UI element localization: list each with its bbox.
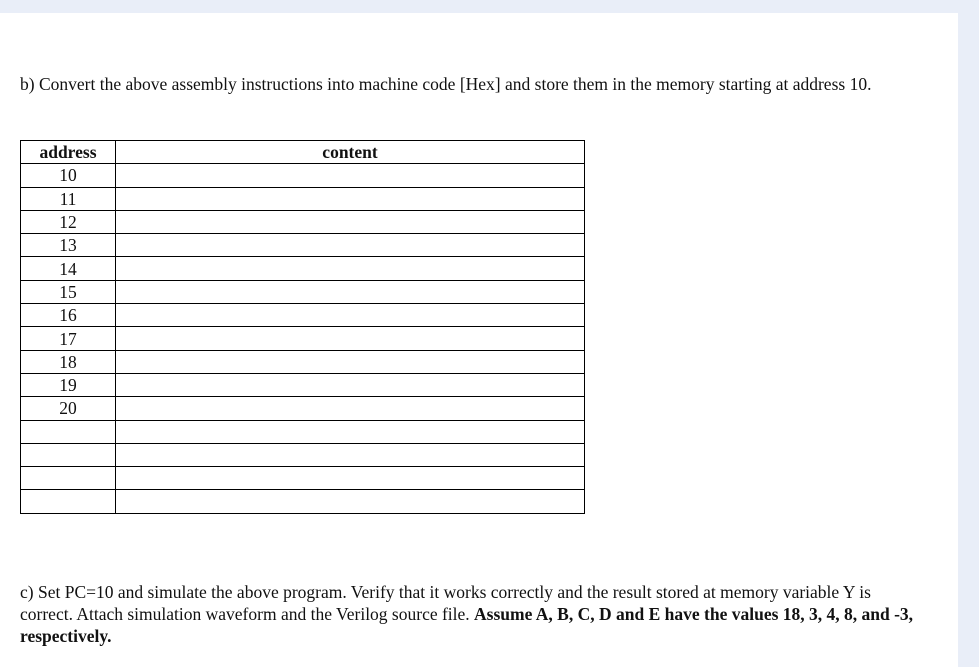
content-cell[interactable]: [116, 280, 585, 303]
part-c-bold-text: Assume A, B, C, D and E have the values 18, 3, 4, 8, and -3, respectively.: [20, 604, 914, 646]
content-cell[interactable]: [116, 187, 585, 210]
address-cell: [21, 420, 116, 443]
part-b-instruction: b) Convert the above assembly instructions into machine code [Hex] and store them in the memory starting at address 10.: [20, 74, 872, 94]
address-cell: 11: [21, 187, 116, 210]
table-row: [21, 304, 585, 327]
content-cell[interactable]: [116, 397, 585, 420]
table-row: [21, 420, 585, 443]
table-row: [21, 467, 585, 490]
content-cell[interactable]: [116, 304, 585, 327]
document-page: [0, 13, 958, 667]
content-cell[interactable]: [116, 373, 585, 396]
address-cell: 12: [21, 210, 116, 233]
content-cell[interactable]: [116, 467, 585, 490]
table-row: [21, 164, 585, 187]
table-row: [21, 257, 585, 280]
content-cell[interactable]: [116, 164, 585, 187]
content-cell[interactable]: [116, 350, 585, 373]
content-cell[interactable]: [116, 490, 585, 513]
address-cell: 16: [21, 304, 116, 327]
address-cell: 19: [21, 373, 116, 396]
memory-table-body: [21, 164, 585, 513]
address-cell: 15: [21, 280, 116, 303]
address-cell: [21, 467, 116, 490]
address-column-header: address: [21, 141, 116, 164]
memory-table: [20, 140, 585, 514]
table-row: [21, 373, 585, 396]
address-cell: 20: [21, 397, 116, 420]
address-cell: 10: [21, 164, 116, 187]
table-row: [21, 280, 585, 303]
content-cell[interactable]: [116, 420, 585, 443]
part-c-instruction: [20, 581, 920, 647]
address-cell: 14: [21, 257, 116, 280]
table-row: [21, 234, 585, 257]
table-row: [21, 327, 585, 350]
table-row: [21, 210, 585, 233]
table-row: [21, 350, 585, 373]
part-c-text: c) Set PC=10 and simulate the above program. Verify that it works correctly and the result stored at memory variable Y is correct. Attach simulation waveform and the Verilog source file.: [20, 582, 871, 624]
content-column-header: content: [116, 141, 585, 164]
table-row: [21, 490, 585, 513]
table-header-row: [21, 141, 585, 164]
address-cell: 13: [21, 234, 116, 257]
content-cell[interactable]: [116, 234, 585, 257]
address-cell: 18: [21, 350, 116, 373]
address-cell: 17: [21, 327, 116, 350]
content-cell[interactable]: [116, 210, 585, 233]
content-cell[interactable]: [116, 327, 585, 350]
address-cell: [21, 490, 116, 513]
content-cell[interactable]: [116, 257, 585, 280]
address-cell: [21, 443, 116, 466]
table-row: [21, 397, 585, 420]
table-row: [21, 443, 585, 466]
content-cell[interactable]: [116, 443, 585, 466]
table-row: [21, 187, 585, 210]
